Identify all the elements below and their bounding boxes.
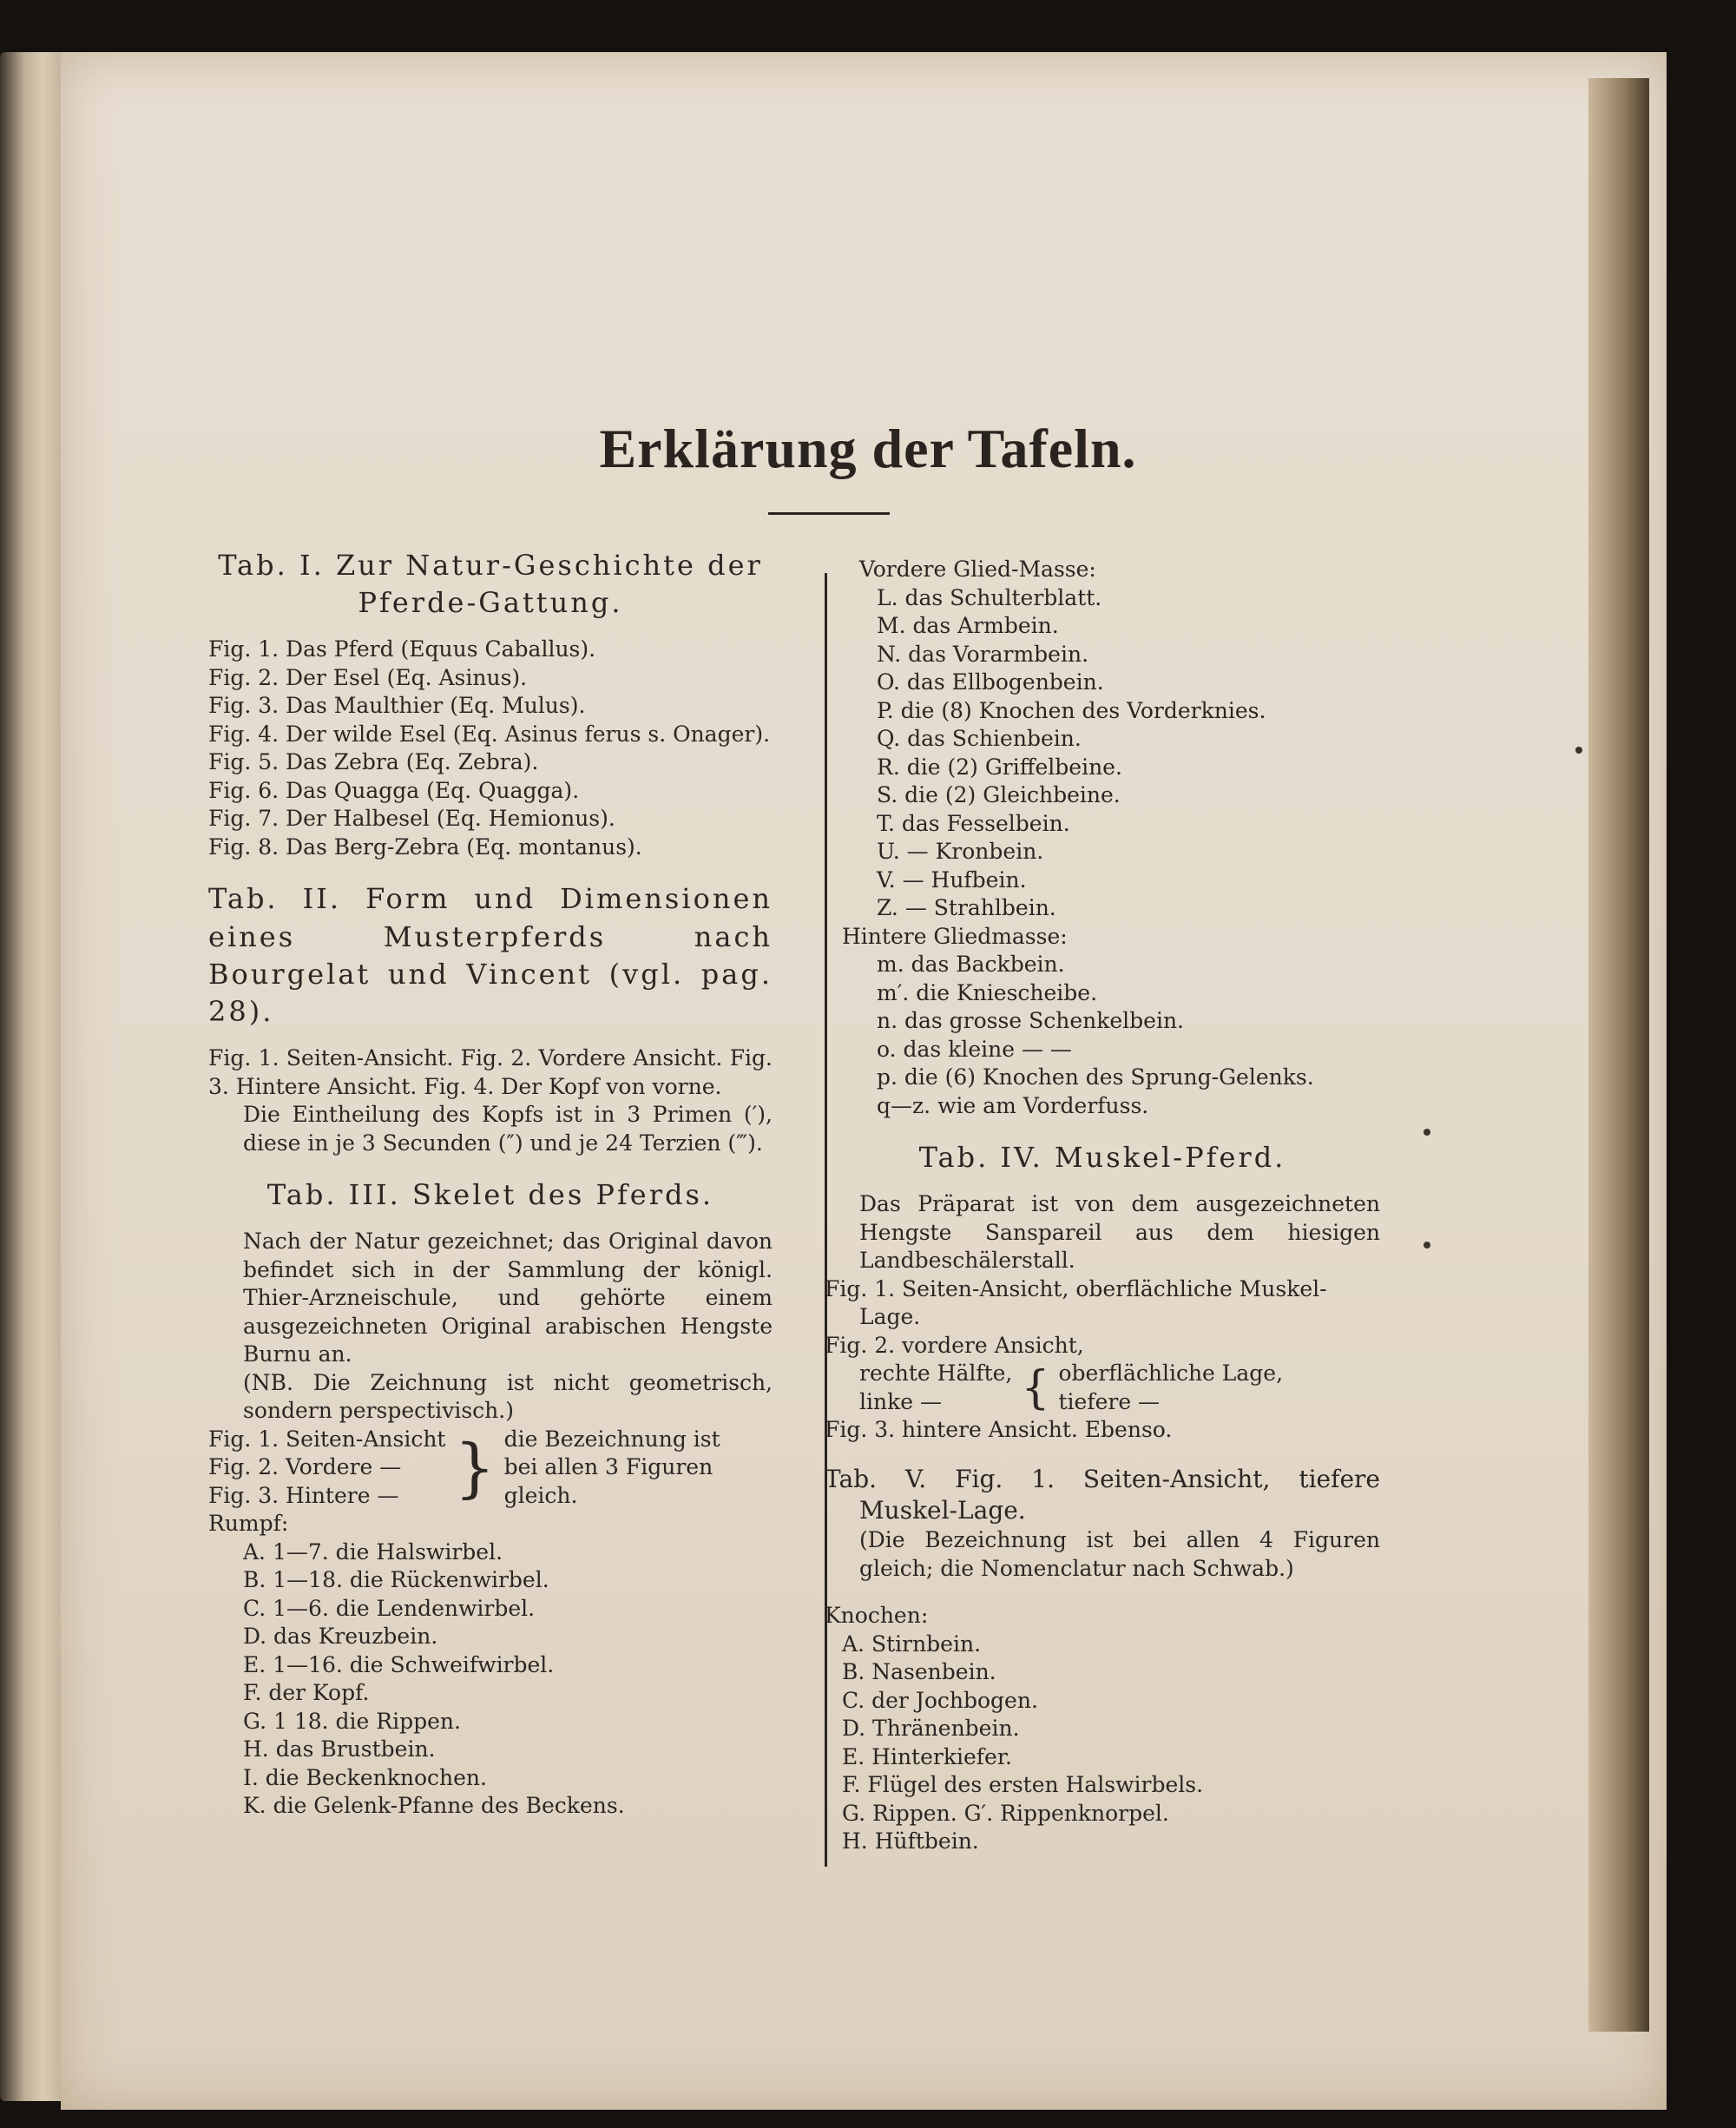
list-item: F. Flügel des ersten Halswirbels.: [842, 1772, 1204, 1798]
tab5-heading: Tab. V. Fig. 1. Seiten-Ansicht, tiefere Muskel-Lage.: [825, 1464, 1380, 1525]
list-item: Fig. 3. Das Maulthier (Eq. Mulus).: [208, 693, 586, 719]
list-item: B. Nasenbein.: [842, 1659, 996, 1685]
list-item: T. das Fesselbein.: [877, 810, 1070, 836]
list-item: A. Stirnbein.: [842, 1631, 982, 1657]
tab3-heading: Tab. III. Skelet des Pferds.: [266, 1178, 714, 1212]
figure-note: bei allen 3 Figuren: [503, 1454, 713, 1480]
tab4-fig1: Fig. 1. Seiten-Ansicht, oberflächliche Muskel-Lage.: [825, 1275, 1327, 1330]
list-item: F. der Kopf.: [243, 1680, 370, 1706]
list-item: D. das Kreuzbein.: [243, 1624, 438, 1650]
figure-label: Fig. 3. Hintere —: [208, 1482, 399, 1508]
rumpf-list: [208, 1538, 773, 1821]
list-item: U. — Kronbein.: [877, 839, 1044, 864]
knochen-label: Knochen:: [825, 1603, 929, 1629]
list-item: Fig. 8. Das Berg-Zebra (Eq. montanus).: [208, 833, 642, 860]
tab4-fig3: Fig. 3. hintere Ansicht. Ebenso.: [825, 1417, 1173, 1443]
ink-spot: [1575, 747, 1582, 754]
list-item: G. 1 18. die Rippen.: [243, 1708, 461, 1734]
tab3-figures: [208, 1426, 773, 1511]
brace-icon: {: [1021, 1361, 1050, 1414]
list-item: q—z. wie am Vorderfuss.: [877, 1092, 1149, 1118]
tab1-list: [208, 636, 773, 861]
tab4-intro: Das Präparat ist von dem ausgezeichneten Hengste Sanspareil aus dem hiesigen Landbeschälerstall.: [859, 1191, 1380, 1274]
tab4-fig2: Fig. 2. vordere Ansicht,: [825, 1332, 1084, 1358]
ink-spot: [1424, 1242, 1430, 1248]
list-item: Fig. 7. Der Halbesel (Eq. Hemionus).: [208, 806, 615, 832]
page-title: Erklärung der Tafeln.: [599, 418, 1137, 479]
list-item: S. die (2) Gleichbeine.: [877, 782, 1121, 807]
tab4-heading: Tab. IV. Muskel-Pferd.: [918, 1141, 1286, 1174]
page-edge: [1588, 78, 1649, 2032]
brace-icon: }: [454, 1430, 496, 1505]
ink-spot: [1424, 1129, 1430, 1136]
list-item: Fig. 2. Der Esel (Eq. Asinus).: [208, 664, 528, 690]
title-rule: [768, 512, 890, 515]
side-label: rechte Hälfte,: [859, 1360, 1013, 1387]
right-column: [825, 556, 1380, 1856]
figure-label: Fig. 1. Seiten-Ansicht: [208, 1426, 446, 1452]
list-item: B. 1—18. die Rückenwirbel.: [243, 1567, 549, 1593]
list-item: E. 1—16. die Schweifwirbel.: [243, 1651, 555, 1677]
vordere-label: Vordere Glied-Masse:: [859, 557, 1096, 582]
list-item: Fig. 1. Das Pferd (Equus Caballus).: [208, 636, 596, 662]
tab2-text: Die Eintheilung des Kopfs ist in 3 Primen (′), diese in je 3 Secunden (″) und je 24 Terzien (‴).: [243, 1102, 773, 1156]
hintere-list: [825, 951, 1380, 1120]
list-item: P. die (8) Knochen des Vorderknies.: [877, 697, 1266, 723]
side-label: linke —: [859, 1388, 942, 1414]
list-item: m. das Backbein.: [877, 952, 1065, 977]
list-item: I. die Beckenknochen.: [243, 1764, 487, 1790]
list-item: H. Hüftbein.: [842, 1828, 979, 1855]
list-item: p. die (6) Knochen des Sprung-Gelenks.: [877, 1064, 1314, 1090]
list-item: A. 1—7. die Halswirbel.: [243, 1538, 503, 1565]
knochen-list: [825, 1631, 1380, 1856]
list-item: G. Rippen. G′. Rippenknorpel.: [842, 1800, 1169, 1826]
list-item: Fig. 4. Der wilde Esel (Eq. Asinus ferus s. Onager).: [208, 721, 771, 747]
vordere-list: [825, 584, 1380, 923]
tab5-note: (Die Bezeichnung ist bei allen 4 Figuren gleich; die Nomenclatur nach Schwab.): [859, 1527, 1380, 1581]
list-item: V. — Hufbein.: [877, 866, 1027, 893]
tab2-heading: Tab. II. Form und Dimensionen eines Musterpferds nach Bourgelat und Vincent (vgl. pag. 28).: [208, 882, 773, 1028]
tab1-heading: Tab. I. Zur Natur-Geschichte der Pferde-Gattung.: [218, 549, 763, 620]
list-item: M. das Armbein.: [877, 613, 1059, 638]
tab4-fig2-detail: [825, 1360, 1380, 1416]
tab3-note: (NB. Die Zeichnung ist nicht geometrisch, sondern perspectivisch.): [243, 1369, 773, 1424]
left-column: [208, 547, 773, 1821]
list-item: O. das Ellbogenbein.: [877, 669, 1104, 695]
list-item: N. das Vorarmbein.: [877, 641, 1089, 667]
list-item: Fig. 5. Das Zebra (Eq. Zebra).: [208, 749, 539, 775]
list-item: Q. das Schienbein.: [877, 726, 1082, 751]
list-item: C. der Jochbogen.: [842, 1687, 1038, 1713]
list-item: o. das kleine — —: [877, 1036, 1072, 1062]
list-item: R. die (2) Griffelbeine.: [877, 754, 1122, 780]
list-item: n. das grosse Schenkelbein.: [877, 1008, 1184, 1033]
list-item: L. das Schulterblatt.: [877, 584, 1102, 610]
tab2-text: Fig. 1. Seiten-Ansicht. Fig. 2. Vordere Ansicht. Fig. 3. Hintere Ansicht. Fig. 4. Der Kopf von vorne.: [208, 1045, 773, 1099]
list-item: Z. — Strahlbein.: [877, 895, 1056, 920]
layer-label: oberflächliche Lage,: [1058, 1360, 1284, 1387]
figure-note: die Bezeichnung ist: [503, 1426, 720, 1452]
list-item: K. die Gelenk-Pfanne des Beckens.: [243, 1793, 625, 1819]
rumpf-label: Rumpf:: [208, 1511, 289, 1537]
layer-label: tiefere —: [1058, 1388, 1161, 1414]
figure-label: Fig. 2. Vordere —: [208, 1454, 402, 1480]
list-item: H. das Brustbein.: [243, 1736, 436, 1762]
figure-note: gleich.: [503, 1482, 578, 1508]
list-item: m′. die Kniescheibe.: [877, 979, 1098, 1005]
hintere-label: Hintere Gliedmasse:: [842, 923, 1068, 949]
list-item: E. Hinterkiefer.: [842, 1743, 1012, 1769]
book-binding: [0, 52, 61, 2101]
list-item: C. 1—6. die Lendenwirbel.: [243, 1595, 536, 1621]
list-item: D. Thränenbein.: [842, 1716, 1020, 1742]
list-item: Fig. 6. Das Quagga (Eq. Quagga).: [208, 777, 580, 803]
tab3-text: Nach der Natur gezeichnet; das Original davon befindet sich in der Sammlung der königl. Thier-Arzneischule, und gehörte einem ausgezeichneten Original arabischen Hengste Burnu an.: [243, 1229, 773, 1367]
